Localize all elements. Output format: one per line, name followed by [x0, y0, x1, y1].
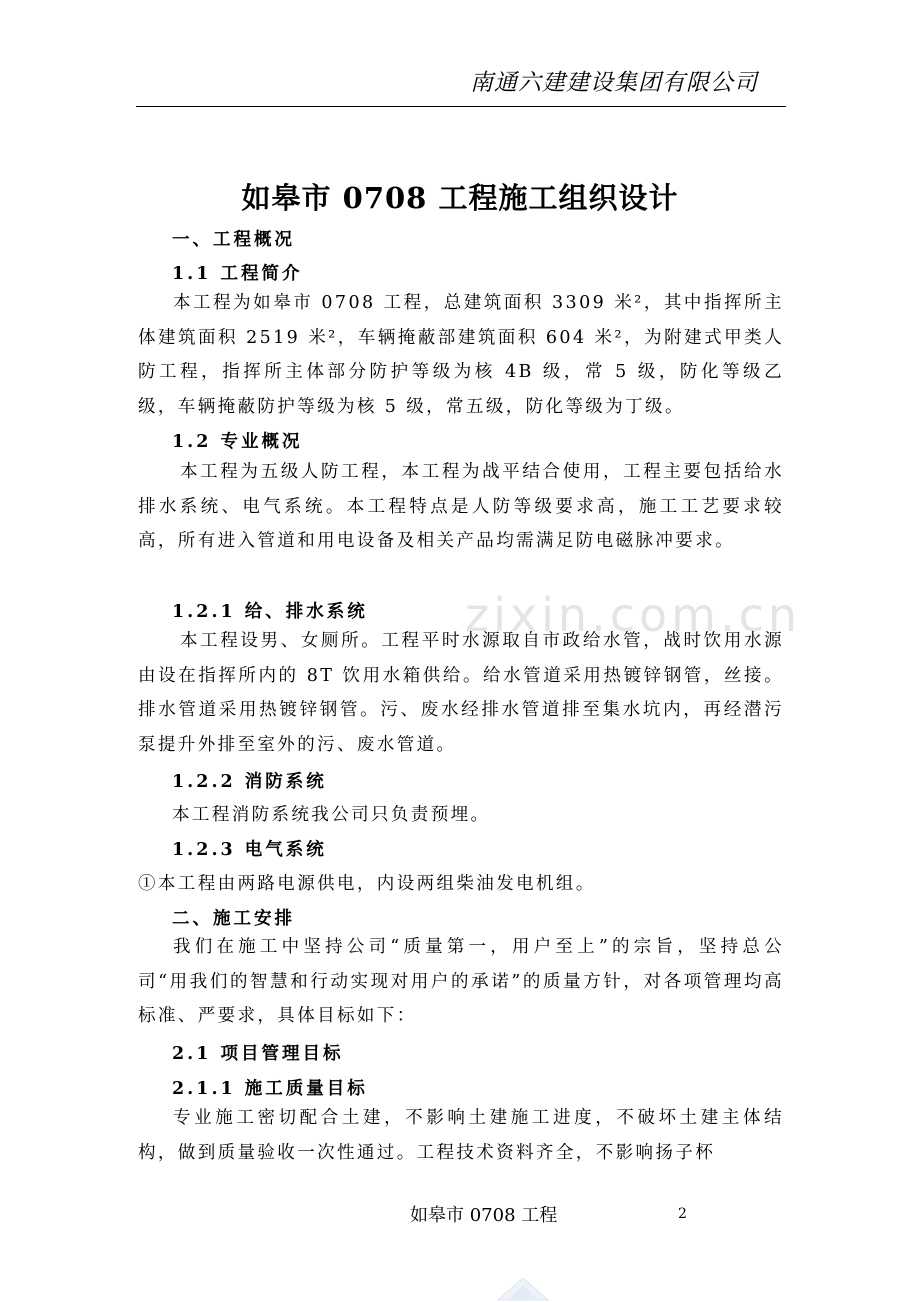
heading-1-2-2: 1.2.2 消防系统 [172, 772, 327, 792]
paragraph-profession-overview: 本工程为五级人防工程，本工程为战平结合使用，工程主要包括给水排水系统、电气系统。本工程特点是人防等级要求高，施工工艺要求较高，所有进入管道和用电设备及相关产品均需满足防电磁脉冲要求。 [138, 462, 784, 551]
document-title: 如皋市 0708 工程施工组织设计 [241, 181, 679, 215]
heading-1-2-1: 1.2.1 给、排水系统 [172, 602, 368, 622]
site-logo-icon [488, 1276, 558, 1302]
paragraph-water-system: 本工程设男、女厕所。工程平时水源取自市政给水管，战时饮用水源由设在指挥所内的 8T 饮用水箱供给。给水管道采用热镀锌钢管，丝接。排水管道采用热镀锌钢管。污、废水经排水管道排至集水坑内，再经潜污泵提升外排至室外的污、废水管道。 [138, 631, 784, 755]
heading-2-1: 2.1 项目管理目标 [172, 1044, 344, 1064]
heading-1: 一、工程概况 [172, 230, 295, 250]
heading-1-2: 1.2 专业概况 [172, 432, 303, 452]
paragraph-project-intro: 本工程为如皋市 0708 工程，总建筑面积 3309 米²，其中指挥所主体建筑面积 2519 米²，车辆掩蔽部建筑面积 604 米²，为附建式甲类人防工程，指挥所主体部分防护等级为核 4B 级，常 5 级，防化等级乙级，车辆掩蔽防护等级为核 5 级，常五级，防化等级为丁级。 [138, 293, 784, 417]
heading-2-1-1: 2.1.1 施工质量目标 [172, 1079, 368, 1099]
page-number: 2 [678, 1206, 687, 1222]
watermark: zixin.com.cn [465, 588, 802, 642]
header-company: 南通六建建设集团有限公司 [470, 70, 758, 96]
heading-2: 二、施工安排 [172, 909, 295, 929]
heading-1-1: 1.1 工程简介 [172, 264, 303, 284]
footer-project: 如皋市 0708 工程 [410, 1205, 558, 1226]
paragraph-construction-plan: 我们在施工中坚持公司“质量第一，用户至上”的宗旨，坚持总公司“用我们的智慧和行动实现对用户的承诺”的质量方针，对各项管理均高标准、严要求，具体目标如下： [138, 937, 784, 1026]
paragraph-electric-system: ①本工程由两路电源供电，内设两组柴油发电机组。 [138, 874, 596, 894]
paragraph-fire-system: 本工程消防系统我公司只负责预埋。 [172, 805, 491, 825]
paragraph-quality-target: 专业施工密切配合土建，不影响土建施工进度，不破坏土建主体结构，做到质量验收一次性通过。工程技术资料齐全，不影响扬子杯 [138, 1108, 784, 1163]
heading-1-2-3: 1.2.3 电气系统 [172, 840, 327, 860]
header-rule [136, 106, 786, 107]
